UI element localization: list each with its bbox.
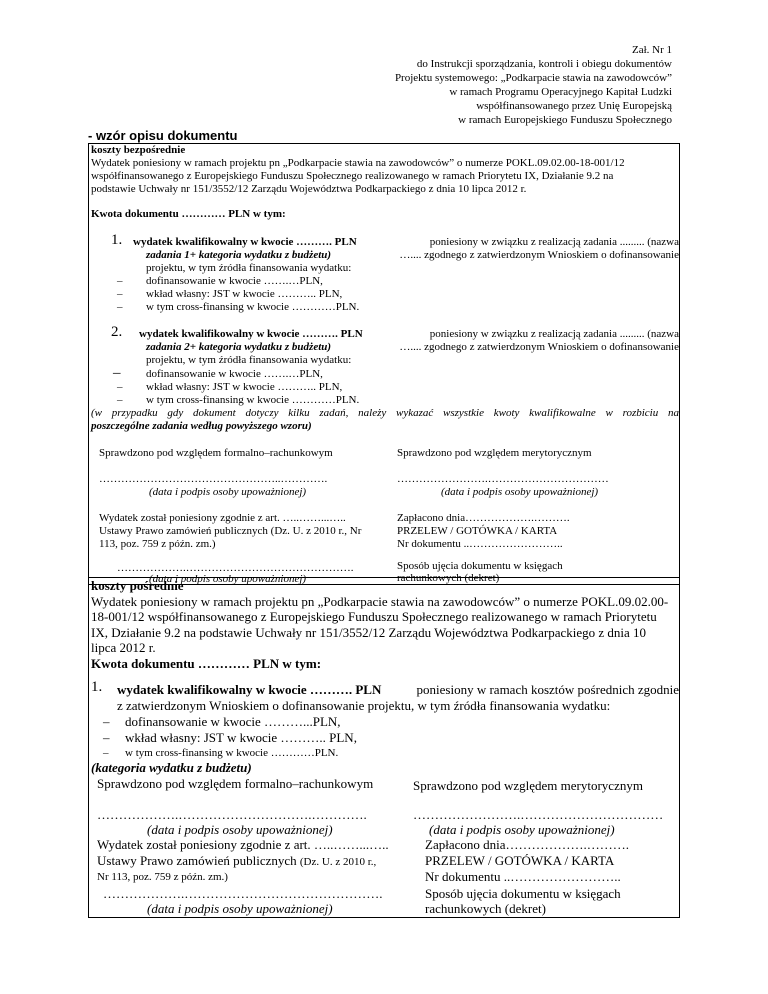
- indirect-title: koszty pośrednie: [91, 578, 184, 593]
- header-line: w ramach Programu Operacyjnego Kapitał Ludzki: [449, 86, 672, 98]
- dash: –: [117, 394, 123, 406]
- item-text: ….... zgodnego z zatwierdzonym Wnioskiem o dofinansowanie: [399, 249, 679, 261]
- dash: –: [103, 714, 110, 729]
- dash: –: [117, 288, 123, 300]
- header-line: Projektu systemowego: „Podkarpacie stawia na zawodowców”: [394, 72, 672, 84]
- funding-line: w tym cross-finansing w kwocie …………PLN.: [146, 301, 360, 313]
- signature-caption: (data i podpis osoby upoważnionej): [149, 573, 307, 585]
- signature-line: …………………….……………………………: [397, 473, 609, 485]
- note: [91, 407, 679, 420]
- booking-text: Sposób ujęcia dokumentu w księgach: [425, 886, 621, 901]
- item-category: zadania 2+ kategoria wydatku z budżetu): [146, 341, 332, 353]
- item-line: [146, 249, 679, 262]
- item-line: [117, 682, 679, 698]
- pzp-text-ref: (Dz. U. z 2010 r.,: [299, 856, 377, 868]
- dash: –: [113, 365, 121, 381]
- item-text: poniesiony w związku z realizacją zadania ......... (nazwa: [429, 328, 679, 340]
- signature-line: ……………….……………………………………….: [117, 562, 354, 574]
- signature-caption: (data i podpis osoby upoważnionej): [147, 901, 333, 916]
- signature-caption: (data i podpis osoby upoważnionej): [441, 486, 599, 498]
- header-line: do Instrukcji sporządzania, kontroli i obiegu dokumentów: [416, 58, 672, 70]
- dash: –: [103, 730, 110, 745]
- indirect-desc: 18-001/12 współfinansowanego z Europejskiego Funduszu Społecznego realizowanego w ramach Priorytetu: [91, 609, 657, 624]
- funding-line: wkład własny: JST w kwocie ……….. PLN,: [146, 288, 343, 300]
- funding-line: w tym cross-finansing w kwocie …………PLN.: [146, 394, 360, 406]
- funding-line: dofinansowanie w kwocie …….…PLN,: [146, 368, 323, 380]
- funding-line: w tym cross-finansing w kwocie …………PLN.: [125, 747, 339, 759]
- item-amount: wydatek kwalifikowalny w kwocie ………. PLN: [117, 682, 382, 697]
- item-category: zadania 1+ kategoria wydatku z budżetu): [146, 249, 332, 261]
- item-amount: wydatek kwalifikowalny w kwocie ………. PLN: [139, 328, 363, 340]
- header-line: w ramach Europejskiego Funduszu Społecznego: [458, 114, 672, 126]
- document-number: Nr dokumentu ..……………………..: [397, 538, 563, 550]
- signature-caption: (data i podpis osoby upoważnionej): [149, 486, 307, 498]
- signature-line: …………………………………………..………….: [99, 473, 328, 485]
- expense-category: (kategoria wydatku z budżetu): [91, 760, 252, 775]
- signature-line: ……………….……………………………………….: [103, 886, 383, 901]
- item-text: poniesiony w związku z realizacją zadania ......... (nazwa: [429, 236, 679, 248]
- document-header: [395, 43, 672, 127]
- funding-line: dofinansowanie w kwocie …….…PLN,: [146, 275, 323, 287]
- booking-text: rachunkowych (dekret): [397, 572, 500, 584]
- item-number: 1.: [111, 232, 123, 248]
- direct-title: koszty bezpośrednie: [91, 144, 186, 156]
- item-text: z zatwierdzonym Wnioskiem o dofinansowanie projektu, w tym źródła finansowania wydatku:: [117, 698, 611, 713]
- note-line: (w przypadku gdy dokument dotyczy kilku zadań, należy wykazać wszystkie kwoty kwalifikowalne w rozbiciu na: [91, 407, 679, 419]
- template-label: - wzór opisu dokumentu: [88, 128, 238, 143]
- item-line: [146, 341, 679, 354]
- header-line: współfinansowanego przez Unię Europejską: [476, 100, 672, 112]
- check-formal-label: Sprawdzono pod względem formalno–rachunkowym: [99, 447, 333, 459]
- item-text: projektu, w tym źródła finansowania wydatku:: [146, 262, 352, 274]
- pzp-text: Wydatek został poniesiony zgodnie z art. …..……...…..: [99, 512, 346, 524]
- pzp-text: [97, 853, 376, 871]
- item-number: 1.: [91, 679, 103, 695]
- dash: –: [117, 381, 123, 393]
- funding-line: dofinansowanie w kwocie ………...PLN,: [125, 714, 341, 729]
- item-number: 2.: [111, 324, 123, 340]
- note-line: poszczególne zadania według powyższego wzoru): [91, 420, 312, 432]
- dash: –: [103, 747, 109, 759]
- pzp-text: Nr 113, poz. 759 z późn. zm.): [97, 871, 228, 883]
- dash: –: [117, 301, 123, 313]
- payment-date: Zapłacono dnia……………….……….: [425, 837, 629, 852]
- signature-caption: (data i podpis osoby upoważnionej): [429, 822, 615, 837]
- signature-line: …………………….……………………………: [413, 807, 664, 822]
- payment-method: PRZELEW / GOTÓWKA / KARTA: [425, 853, 615, 868]
- indirect-desc: lipca 2012 r.: [91, 640, 156, 655]
- indirect-costs-box: [88, 577, 680, 918]
- pzp-text-main: Ustawy Prawo zamówień publicznych: [97, 853, 297, 868]
- item-line: [139, 328, 679, 341]
- item-text: ….... zgodnego z zatwierdzonym Wnioskiem o dofinansowanie: [399, 341, 679, 353]
- item-amount: wydatek kwalifikowalny w kwocie ………. PLN: [133, 236, 357, 248]
- direct-costs-box: [88, 143, 680, 585]
- booking-text: Sposób ujęcia dokumentu w księgach: [397, 560, 563, 572]
- direct-desc: podstawie Uchwały nr 151/3552/12 Zarządu Województwa Podkarpackiego z dnia 10 lipca 2012 r.: [91, 183, 527, 195]
- direct-desc: Wydatek poniesiony w ramach projektu pn „Podkarpacie stawia na zawodowców” o numerze POKL.09.02.00-18-001/12: [91, 157, 625, 169]
- check-merit-label: Sprawdzono pod względem merytorycznym: [397, 447, 592, 459]
- dash: –: [117, 275, 123, 287]
- funding-line: wkład własny: JST w kwocie ……….. PLN,: [125, 730, 357, 745]
- check-formal-label: Sprawdzono pod względem formalno–rachunkowym: [97, 776, 374, 791]
- direct-amount: Kwota dokumentu ………… PLN w tym:: [91, 208, 286, 220]
- payment-date: Zapłacono dnia……………….……….: [397, 512, 570, 524]
- item-line: [133, 236, 679, 249]
- indirect-amount: Kwota dokumentu ………… PLN w tym:: [91, 656, 322, 671]
- item-text: projektu, w tym źródła finansowania wydatku:: [146, 354, 352, 366]
- indirect-desc: Wydatek poniesiony w ramach projektu pn „Podkarpacie stawia na zawodowców” o numerze POKL.09.02.00-: [91, 594, 669, 609]
- signature-caption: (data i podpis osoby upoważnionej): [147, 822, 333, 837]
- payment-method: PRZELEW / GOTÓWKA / KARTA: [397, 525, 558, 537]
- direct-desc: współfinansowanego z Europejskiego Funduszu Społecznego realizowanego w ramach Priorytetu IX, Działanie 9.2 na: [91, 170, 614, 182]
- indirect-desc: IX, Działanie 9.2 na podstawie Uchwały nr 151/3552/12 Zarządu Województwa Podkarpackiego z dnia 10: [91, 625, 647, 640]
- check-merit-label: Sprawdzono pod względem merytorycznym: [413, 778, 643, 793]
- pzp-text: 113, poz. 759 z późn. zm.): [99, 538, 216, 550]
- document-number: Nr dokumentu ..……………………..: [425, 869, 621, 884]
- signature-line: ……………….………………………….………….: [97, 807, 367, 822]
- item-text: poniesiony w ramach kosztów pośrednich zgodnie: [416, 682, 679, 697]
- pzp-text: Wydatek został poniesiony zgodnie z art. …..……...…..: [97, 837, 389, 852]
- header-line: Zał. Nr 1: [631, 44, 672, 56]
- booking-text: rachunkowych (dekret): [425, 901, 546, 916]
- pzp-text: Ustawy Prawo zamówień publicznych (Dz. U. z 2010 r., Nr: [99, 525, 362, 537]
- funding-line: wkład własny: JST w kwocie ……….. PLN,: [146, 381, 343, 393]
